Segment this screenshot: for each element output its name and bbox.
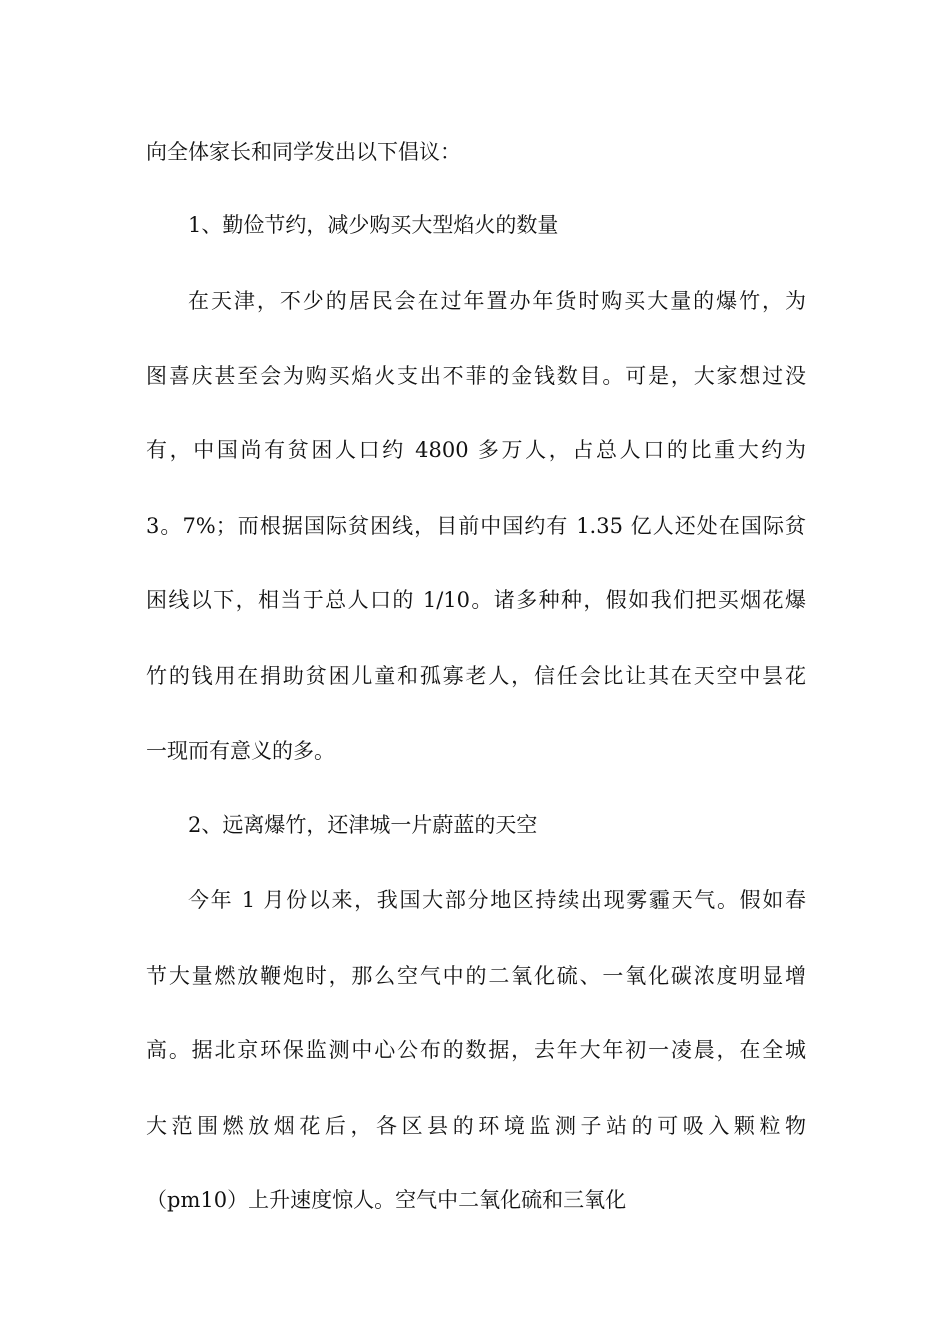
text-line-12: 节大量燃放鞭炮时，那么空气中的二氧化硫、一氧化碳浓度明显增 bbox=[146, 964, 806, 988]
heading-item-2: 2、远离爆竹，还津城一片蔚蓝的天空 bbox=[188, 813, 538, 837]
text-line-11: 今年 1 月份以来，我国大部分地区持续出现雾霾天气。假如春 bbox=[188, 888, 806, 912]
text-line-14: 大范围燃放烟花后，各区县的环境监测子站的可吸入颗粒物 bbox=[146, 1114, 806, 1138]
text-line-1: 向全体家长和同学发出以下倡议： bbox=[146, 140, 461, 164]
text-line-8: 竹的钱用在捐助贫困儿童和孤寡老人，信任会比让其在天空中昙花 bbox=[146, 664, 806, 688]
text-line-7: 困线以下，相当于总人口的 1/10。诸多种种，假如我们把买烟花爆 bbox=[146, 588, 806, 612]
text-line-4: 图喜庆甚至会为购买焰火支出不菲的金钱数目。可是，大家想过没 bbox=[146, 364, 806, 388]
text-line-9: 一现而有意义的多。 bbox=[146, 739, 335, 763]
text-line-5: 有，中国尚有贫困人口约 4800 多万人，占总人口的比重大约为 bbox=[146, 438, 806, 462]
text-line-13: 高。据北京环保监测中心公布的数据，去年大年初一凌晨，在全城 bbox=[146, 1038, 806, 1062]
text-line-15: （pm10）上升速度惊人。空气中二氧化硫和三氧化 bbox=[146, 1188, 627, 1212]
text-line-3: 在天津，不少的居民会在过年置办年货时购买大量的爆竹，为 bbox=[188, 289, 806, 313]
text-line-6: 3。7%；而根据国际贫困线，目前中国约有 1.35 亿人还处在国际贫 bbox=[146, 514, 806, 538]
heading-item-1: 1、勤俭节约，减少购买大型焰火的数量 bbox=[188, 213, 559, 237]
